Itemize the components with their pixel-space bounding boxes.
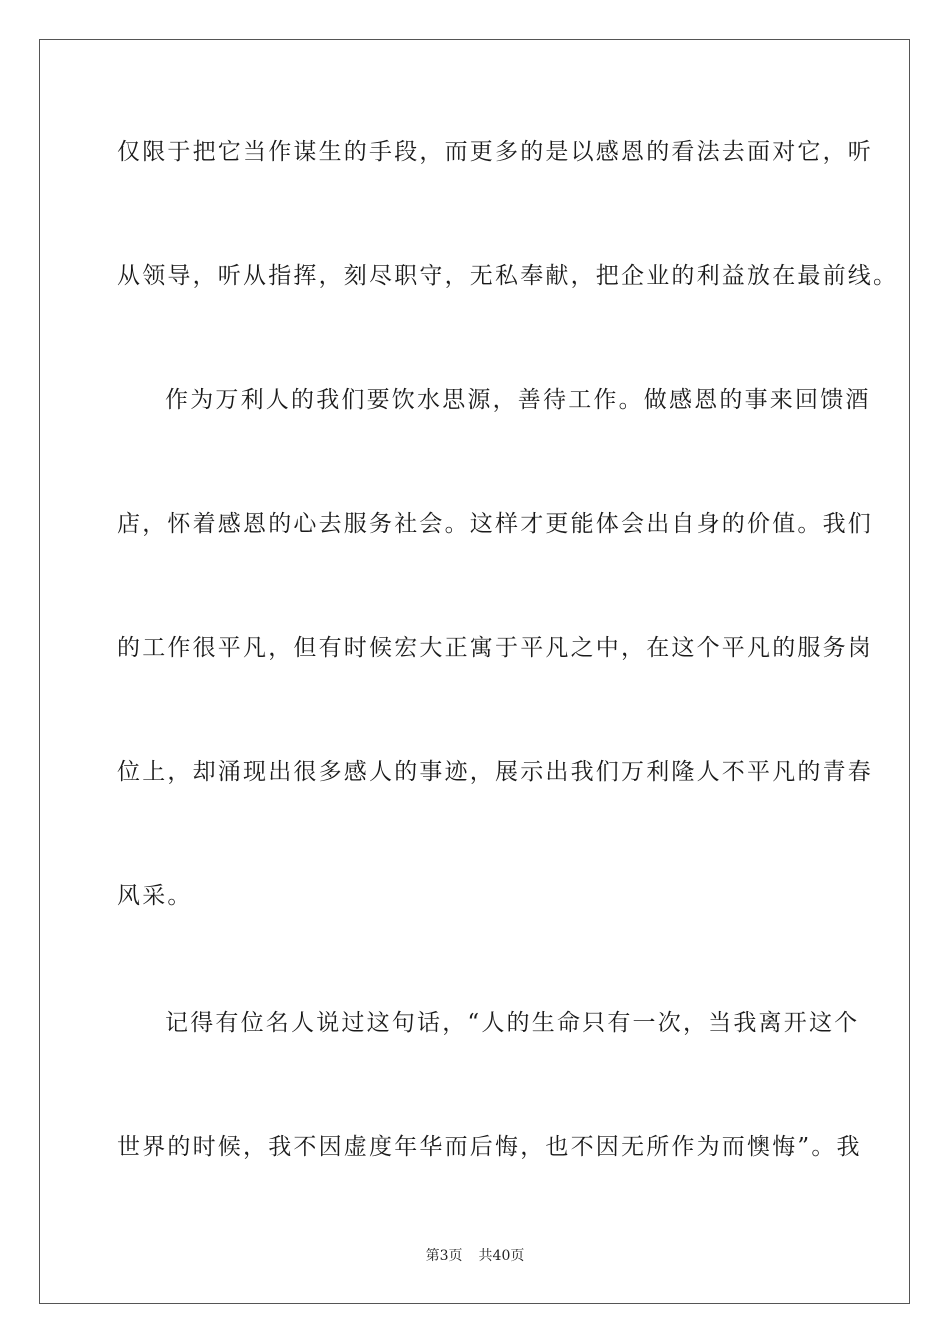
page-number: 第3页 [425,1248,463,1264]
text-line: 店，怀着感恩的心去服务社会。这样才更能体会出自身的价值。我们 [117,511,873,537]
text-line: 从领导，听从指挥，刻尽职守，无私奉献，把企业的利益放在最前线。 [117,263,899,289]
text-line: 的工作很平凡，但有时候宏大正寓于平凡之中，在这个平凡的服务岗 [117,635,873,661]
total-pages: 共40页 [478,1248,525,1264]
page-footer [0,1247,950,1265]
text-line: 位上，却涌现出很多感人的事迹，展示出我们万利隆人不平凡的青春 [117,759,873,785]
text-line: 记得有位名人说过这句话，“人的生命只有一次，当我离开这个 [165,1010,860,1036]
page-frame [39,39,910,1304]
text-line: 作为万利人的我们要饮水思源，善待工作。做感恩的事来回馈酒 [165,387,871,413]
text-line: 风采。 [117,883,193,909]
text-line: 仅限于把它当作谋生的手段，而更多的是以感恩的看法去面对它，听 [117,139,873,165]
text-line: 世界的时候，我不因虚度年华而后悔，也不因无所作为而懊悔”。我 [117,1134,862,1160]
